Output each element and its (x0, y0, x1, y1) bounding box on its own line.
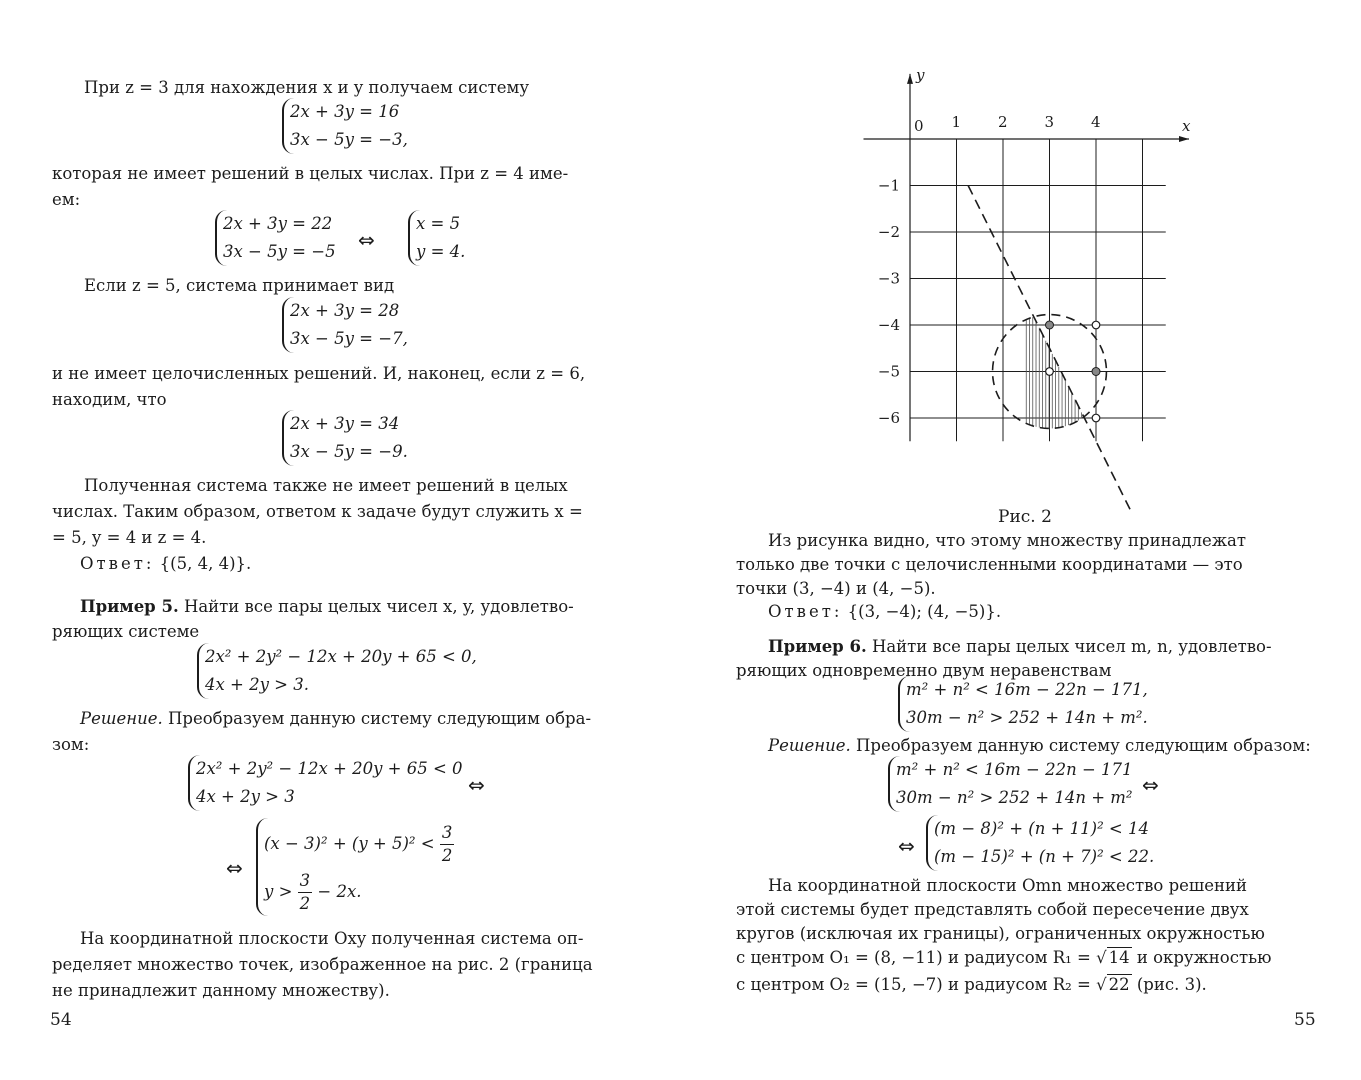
y-tick-label: −5 (877, 362, 900, 381)
system-transform-2: (x − 3)² + (y + 5)² < $\frac{3}{2}$ y > $\frac{3}{2}$ − 2x. (256, 818, 454, 916)
example-6-heading: Пример 6. Найти все пары целых чисел m, n, удовлетво- (768, 637, 1272, 656)
origin-label: 0 (914, 117, 924, 135)
open-point (1092, 414, 1100, 422)
system-z4: 2x + 3y = 22 3x − 5y = −5 (215, 210, 336, 266)
paragraph-z3: При z = 3 для нахождения x и y получаем систему (84, 78, 530, 97)
fraction-three-halves: $\frac{3}{2}$ (441, 823, 453, 865)
equivalence-icon: ⇔ (898, 834, 915, 858)
paragraph-z6-line1: и не имеет целочисленных решений. И, наконец, если z = 6, (52, 364, 586, 383)
x-tick-label: 2 (998, 113, 1008, 131)
solution-6-line1: Решение. Преобразуем данную систему следующим образом: (768, 736, 1311, 755)
answer-1: Ответ: {(5, 4, 4)}. (80, 554, 252, 573)
solution-region-hatch (1026, 302, 1124, 511)
circles-line5: с центром O₂ = (15, −7) и радиусом R₂ = √ 22 (рис. 3). (736, 975, 1207, 994)
fraction-three-halves: $\frac{3}{2}$ (299, 871, 311, 913)
figure-text-line3: точки (3, −4) и (4, −5). (736, 579, 936, 598)
y-tick-label: −4 (877, 316, 900, 334)
solution-line1: Решение. Преобразуем данную систему следующим обра- (80, 709, 592, 728)
example-5-line2: ряющих системе (52, 622, 200, 641)
y-axis-arrow (907, 74, 913, 84)
x-axis-arrow (1179, 136, 1189, 142)
closing-line2: ределяет множество точек, изображенное на рис. 2 (граница (52, 955, 593, 974)
closing-line3: не принадлежит данному множеству). (52, 981, 390, 1000)
system-z3: 2x + 3y = 16 3x − 5y = −3, (282, 98, 408, 154)
closing-line1: На координатной плоскости Oxy полученная система оп- (80, 929, 584, 948)
page-number-right: 55 (1294, 1010, 1316, 1030)
open-point (1092, 321, 1100, 329)
figure-text-line1: Из рисунка видно, что этому множеству принадлежат (768, 531, 1246, 550)
circles-line4: с центром O₁ = (8, −11) и радиусом R₁ = √ 14 и окружностью (736, 948, 1272, 967)
circles-line2: этой системы будет представлять собой пересечение двух (736, 900, 1249, 919)
system-example-6-transform-1: m² + n² < 16m − 22n − 171 30m − n² > 252 + 14n + m² (888, 756, 1133, 812)
equivalence-icon: ⇔ (468, 773, 485, 797)
figure-text-line2: только две точки с целочисленными координатами — это (736, 555, 1243, 574)
figure-2-chart (680, 0, 1361, 540)
y-tick-label: −1 (877, 176, 900, 195)
conclusion-line2: числах. Таким образом, ответом к задаче будут служить x = (52, 502, 583, 521)
system-example-6: m² + n² < 16m − 22n − 171, 30m − n² > 252 + 14n + m². (898, 676, 1148, 732)
system-example-5: 2x² + 2y² − 12x + 20y + 65 < 0, 4x + 2y > 3. (197, 643, 477, 699)
system-transform-1: 2x² + 2y² − 12x + 20y + 65 < 0 4x + 2y > 3 (188, 755, 463, 811)
right-page (680, 0, 1361, 1080)
system-z5: 2x + 3y = 28 3x − 5y = −7, (282, 297, 408, 353)
circles-line3: кругов (исключая их границы), ограниченных окружностью (736, 924, 1265, 943)
open-point (1046, 368, 1054, 376)
equivalence-icon: ⇔ (1142, 773, 1159, 797)
example-6-line2: ряющих одновременно двум неравенствам (736, 661, 1112, 680)
solution-point (1046, 321, 1054, 329)
example-5-heading: Пример 5. Найти все пары целых чисел x, y, удовлетво- (80, 597, 574, 616)
x-axis-label: x (1182, 117, 1191, 135)
conclusion-line3: = 5, y = 4 и z = 4. (52, 528, 207, 547)
figure-caption: Рис. 2 (998, 507, 1052, 527)
solution-line2: зом: (52, 735, 90, 754)
y-tick-label: −2 (877, 223, 900, 241)
system-z4-solution: x = 5 y = 4. (408, 210, 465, 266)
paragraph-z4-line2: ем: (52, 190, 81, 209)
left-page (0, 0, 680, 1080)
paragraph-z5: Если z = 5, система принимает вид (84, 276, 395, 295)
paragraph-z6-line2: находим, что (52, 390, 167, 409)
y-axis-label: y (916, 66, 925, 85)
paragraph-z4-line1: которая не имеет решений в целых числах. При z = 4 име- (52, 164, 569, 183)
page-number-left: 54 (50, 1010, 72, 1030)
x-tick-label: 1 (951, 113, 962, 131)
conclusion-line1: Полученная система также не имеет решений в целых (84, 476, 568, 495)
y-tick-label: −6 (877, 409, 900, 427)
circles-line1: На координатной плоскости Omn множество решений (768, 876, 1248, 895)
x-tick-label: 3 (1044, 113, 1055, 131)
equivalence-icon: ⇔ (226, 856, 243, 880)
system-example-6-transform-2: (m − 8)² + (n + 11)² < 14 (m − 15)² + (n + 7)² < 22. (926, 815, 1154, 871)
equivalence-icon: ⇔ (358, 228, 375, 252)
solution-point (1092, 368, 1100, 376)
x-tick-label: 4 (1091, 113, 1101, 131)
system-z6: 2x + 3y = 34 3x − 5y = −9. (282, 410, 408, 466)
y-tick-label: −3 (877, 269, 900, 288)
answer-2: Ответ: {(3, −4); (4, −5)}. (768, 602, 1002, 621)
